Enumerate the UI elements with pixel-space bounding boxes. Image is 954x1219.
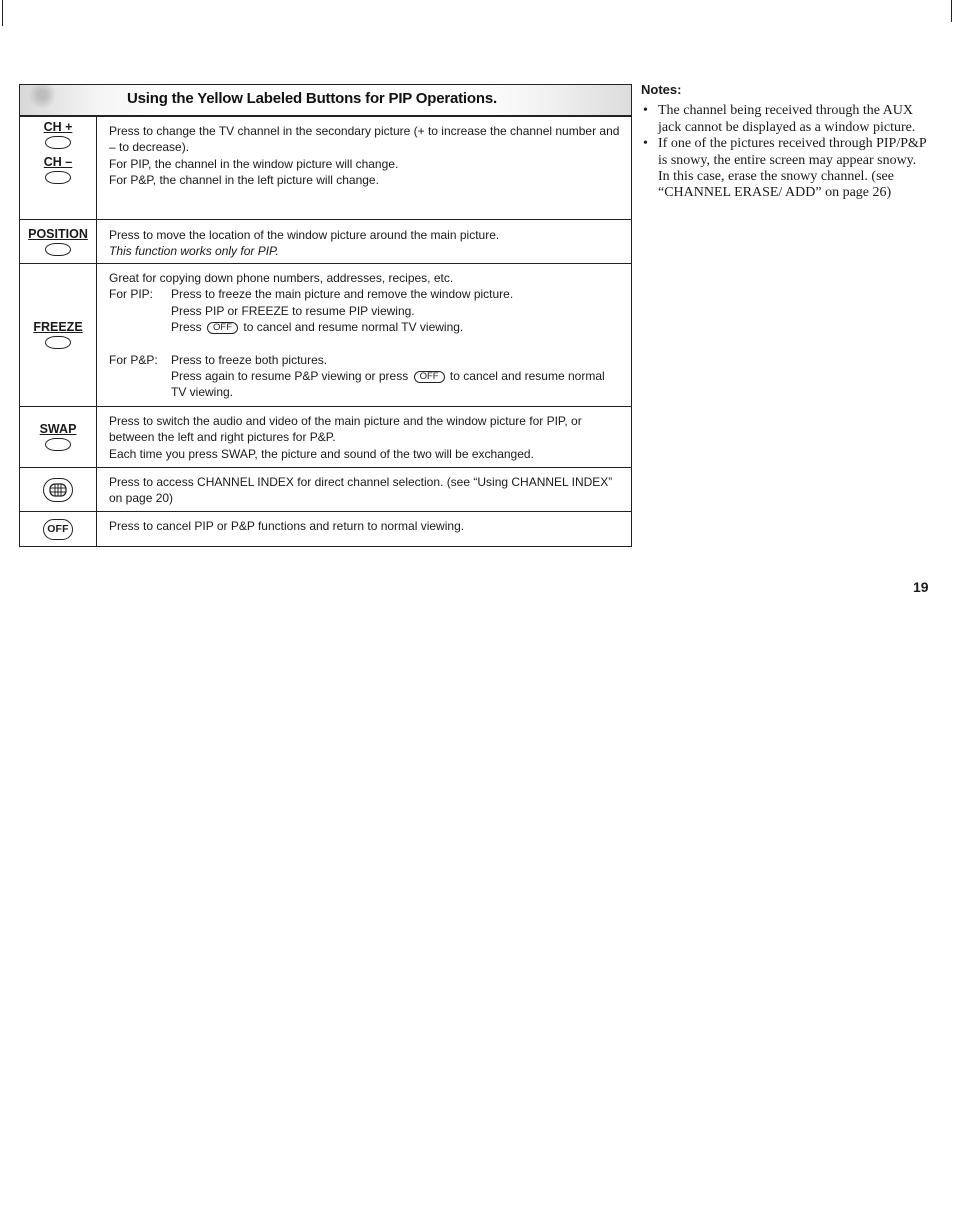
- notes-item: • The channel being received through the AUX jack cannot be displayed as a window picture.: [641, 103, 931, 136]
- pip-body: [171, 286, 623, 335]
- position-description: [97, 220, 631, 263]
- freeze-pip-block: [109, 286, 623, 335]
- table-row-channel-index: [20, 468, 631, 512]
- position-button: [20, 220, 97, 263]
- page-number: 19: [913, 579, 929, 595]
- desc-text: Press again to resume P&P viewing or press: [171, 369, 409, 384]
- pip-operations-table: [19, 84, 632, 547]
- notes-item: • If one of the pictures received through PIP/P&P is snowy, the entire screen may appear snowy. In this case, erase the snowy channel. (see “CHANNEL ERASE/ ADD” on page 26): [641, 136, 931, 202]
- desc-text: to cancel and resume normal TV viewing.: [243, 320, 464, 335]
- ch-plus-button-icon: [45, 136, 71, 149]
- position-label: POSITION: [28, 227, 88, 241]
- pip-label: For PIP:: [109, 287, 154, 302]
- desc-line: Great for copying down phone numbers, addresses, recipes, etc.: [109, 271, 454, 285]
- freeze-description: [97, 264, 631, 406]
- freeze-label: FREEZE: [33, 320, 83, 334]
- channel-index-icon: [43, 478, 73, 502]
- swap-description: [97, 407, 631, 467]
- desc-line: [171, 368, 623, 401]
- swap-button-icon: [45, 438, 71, 451]
- ch-minus-label: CH –: [43, 155, 73, 169]
- desc-line: Press to change the TV channel in the secondary picture (+ to increase the channel number and – to decrease).: [109, 124, 620, 155]
- channel-description: [97, 117, 631, 219]
- pp-body: [171, 352, 623, 401]
- off-button-icon: OFF: [43, 519, 73, 540]
- freeze-pp-block: [109, 352, 623, 401]
- swap-label: SWAP: [39, 422, 77, 436]
- desc-line: Press to switch the audio and video of the main picture and the window picture for PIP, or between the left and right pictures for P&P.: [109, 414, 582, 445]
- position-button-icon: [45, 243, 71, 256]
- desc-line: Press to freeze the main picture and remove the window picture.: [171, 287, 514, 302]
- page-edge-mark-left: [2, 0, 3, 26]
- notes-list: [641, 103, 931, 201]
- ch-plus-label: CH +: [43, 120, 73, 134]
- desc-line: For PIP, the channel in the window picture will change.: [109, 156, 399, 171]
- table-title: Using the Yellow Labeled Buttons for PIP Operations.: [127, 90, 497, 107]
- freeze-button: [20, 264, 97, 406]
- notes-section: [641, 82, 931, 202]
- channel-index-button: [20, 468, 97, 511]
- freeze-button-icon: [45, 336, 71, 349]
- off-button: [20, 512, 97, 546]
- pp-label: For P&P:: [109, 352, 158, 367]
- desc-line: Press to freeze both pictures.: [171, 352, 328, 367]
- desc-line: Press PIP or FREEZE to resume PIP viewing.: [171, 303, 415, 318]
- table-row-swap: [20, 407, 631, 468]
- channel-index-description: [97, 468, 631, 511]
- inline-off-button-icon: OFF: [207, 322, 238, 334]
- desc-line: Press to cancel PIP or P&P functions and return to normal viewing.: [109, 519, 465, 533]
- channel-buttons: [20, 117, 97, 219]
- desc-line: Each time you press SWAP, the picture and sound of the two will be exchanged.: [109, 446, 534, 461]
- notes-title: Notes:: [641, 82, 682, 97]
- off-description: [97, 512, 631, 546]
- table-row-off: [20, 512, 631, 546]
- desc-note: This function works only for PIP.: [109, 244, 279, 259]
- desc-line: For P&P, the channel in the left picture will change.: [109, 173, 379, 188]
- table-row-channel: [20, 117, 631, 220]
- desc-line: Press to access CHANNEL INDEX for direct channel selection. (see “Using CHANNEL INDEX” on page 20): [109, 475, 613, 506]
- table-row-freeze: [20, 264, 631, 407]
- desc-text: Press: [171, 320, 202, 335]
- desc-text: to cancel and resume normal TV viewing.: [171, 369, 605, 400]
- desc-line: Press to move the location of the window picture around the main picture.: [109, 228, 500, 242]
- table-header: [20, 85, 631, 117]
- inline-off-button-icon: OFF: [414, 371, 445, 383]
- ch-minus-button-icon: [45, 171, 71, 184]
- swap-button: [20, 407, 97, 467]
- page-edge-mark-right: [951, 0, 952, 22]
- desc-line: [171, 319, 623, 335]
- table-row-position: [20, 220, 631, 264]
